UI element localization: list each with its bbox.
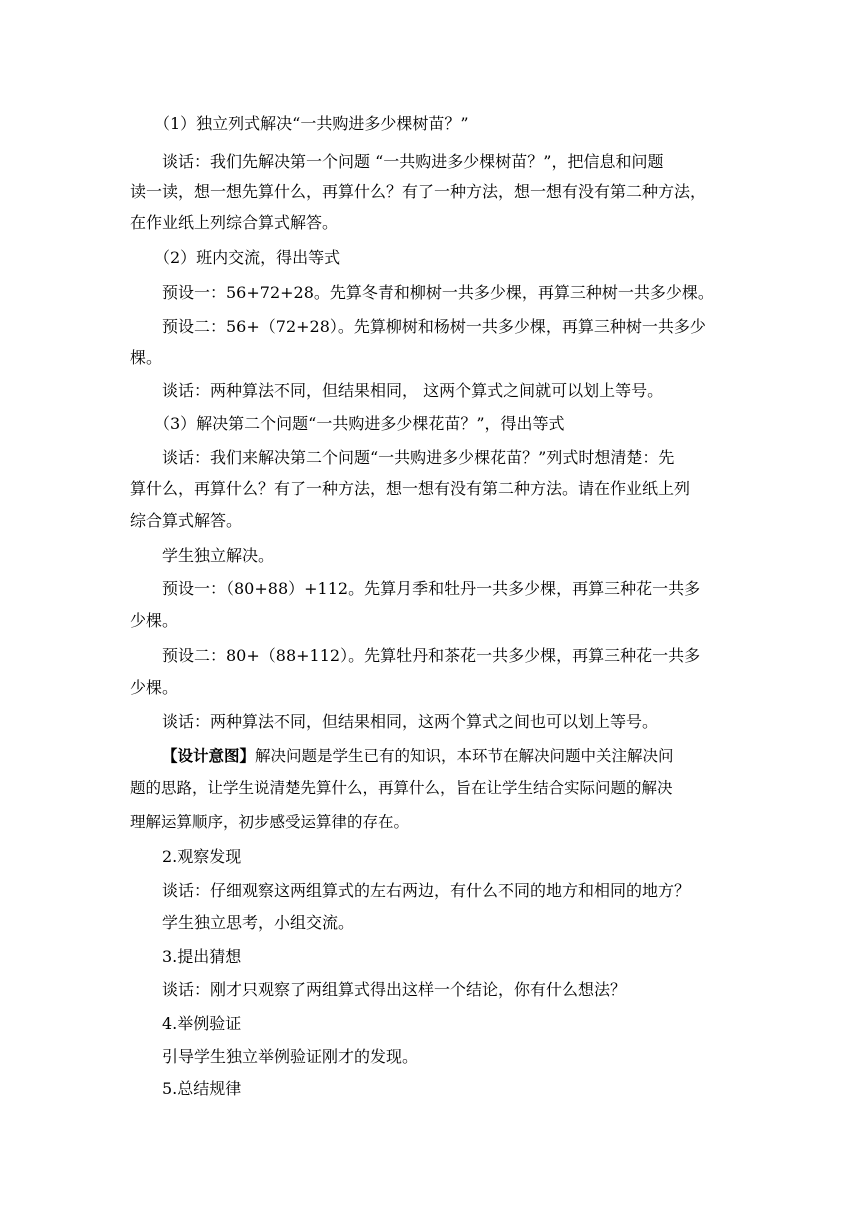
dialogue-line: 谈话：我们先解决第一个问题 “一共购进多少棵树苗？”，把信息和问题 [162,152,664,171]
preset-line: 预设一：（80+88）+112。先算月季和牡丹一共多少棵，再算三种花一共多 [162,579,701,598]
preset-line: 预设二：56+（72+28）。先算柳树和杨树一共多少棵，再算三种树一共多少 [162,317,706,336]
section-heading: 5.总结规律 [162,1079,242,1098]
dialogue-line: 综合算式解答。 [130,511,243,530]
dialogue-line: 在作业纸上列综合算式解答。 [130,213,339,232]
design-intent-line: 题的思路，让学生说清楚先算什么，再算什么，旨在让学生结合实际问题的解决 [130,779,673,797]
student-activity-line: 学生独立思考，小组交流。 [162,913,355,932]
step-2-heading: （2）班内交流，得出等式 [154,248,341,267]
dialogue-line: 谈话：两种算法不同，但结果相同，这两个算式之间也可以划上等号。 [162,712,659,731]
section-heading: 2.观察发现 [162,847,242,866]
design-intent-line: 理解运算顺序，初步感受运算律的存在。 [130,813,410,831]
dialogue-line: 算什么，再算什么？有了一种方法，想一想有没有第二种方法。请在作业纸上列 [130,479,691,498]
preset-line: 预设一：56+72+28。先算冬青和柳树一共多少棵，再算三种树一共多少棵。 [162,283,714,302]
dialogue-line: 谈话：我们来解决第二个问题“一共购进多少棵花苗？”列式时想清楚：先 [162,448,675,467]
step-1-heading: （1）独立列式解决“一共购进多少棵树苗？” [154,114,469,133]
preset-line: 少棵。 [130,611,179,630]
design-intent-line [162,745,762,767]
preset-line: 棵。 [130,348,163,367]
section-heading: 4.举例验证 [162,1014,242,1033]
dialogue-line: 谈话：仔细观察这两组算式的左右两边，有什么不同的地方和相同的地方？ [162,881,691,900]
section-heading: 3.提出猜想 [162,947,242,966]
preset-line: 少棵。 [130,678,179,697]
dialogue-line: 谈话：两种算法不同，但结果相同， 这两个算式之间就可以划上等号。 [162,381,664,400]
guidance-line: 引导学生独立举例验证刚才的发现。 [162,1047,419,1066]
dialogue-line: 谈话：刚才只观察了两组算式得出这样一个结论，你有什么想法？ [162,980,627,999]
design-intent-label: 【设计意图】 [162,747,256,765]
step-3-heading: （3）解决第二个问题“一共购进多少棵花苗？”，得出等式 [154,414,565,433]
design-intent-text: 解决问题是学生已有的知识，本环节在解决问题中关注解决问 [255,747,674,765]
preset-line: 预设二：80+（88+112）。先算牡丹和茶花一共多少棵，再算三种花一共多 [162,646,701,665]
dialogue-line: 读一读，想一想先算什么，再算什么？有了一种方法，想一想有没有第二种方法， [130,182,707,201]
student-activity-line: 学生独立解决。 [162,546,275,565]
